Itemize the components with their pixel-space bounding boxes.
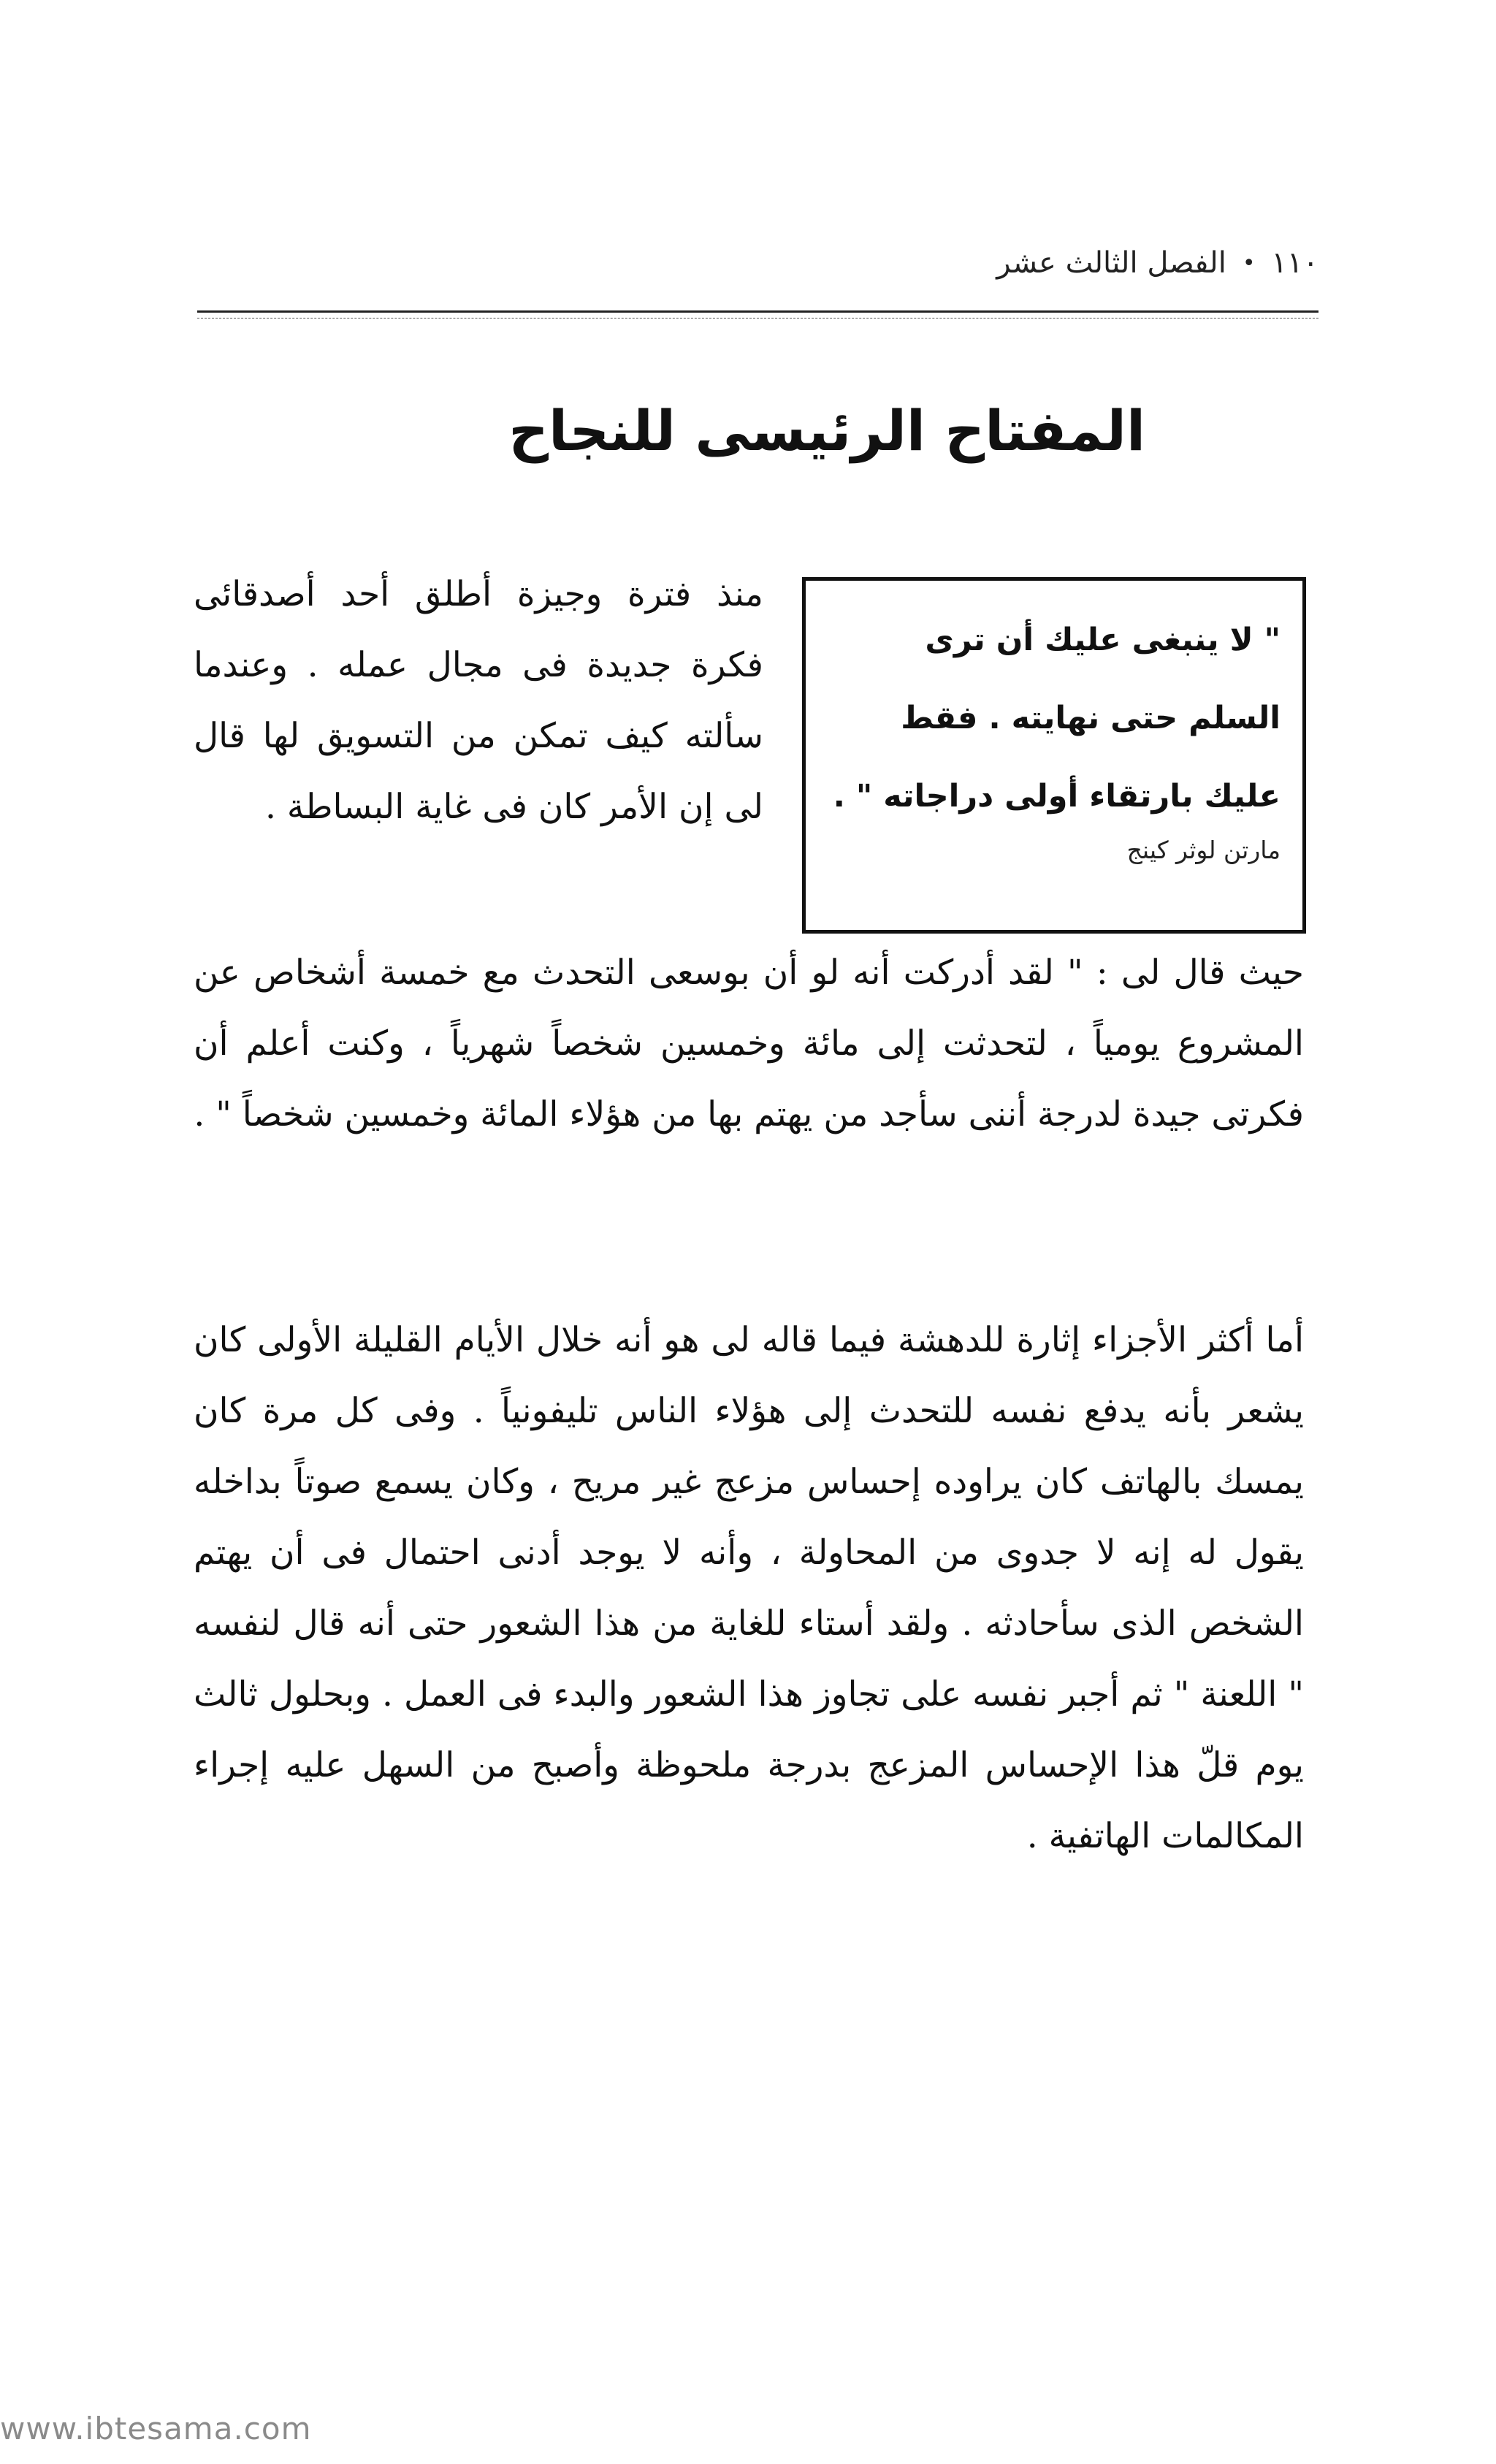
bullet-separator: • bbox=[1242, 250, 1256, 276]
quote-author: مارتن لوثر كينج bbox=[1126, 836, 1281, 864]
running-header bbox=[197, 237, 1318, 289]
header-divider bbox=[197, 310, 1318, 313]
quote-box bbox=[802, 577, 1306, 934]
paragraph-3: أما أكثر الأجزاء إثارة للدهشة فيما قاله لى هو أنه خلال الأيام القليلة الأولى كان يشعر بأنه يدفع نفسه للتحدث إلى هؤلاء الناس تليفونياً . وفى كل مرة كان يمسك بالهاتف كان يراوده إحساس مزعج غير مريح ، وكان يسمع صوتاً بداخله يقول له إنه لا جدوى من المحاولة ، وأنه لا يوجد أدنى احتمال فى أن يهتم الشخص الذى سأحادثه . ولقد أستاء للغاية من هذا الشعور حتى أنه قال لنفسه " اللعنة " ثم أجبر نفسه على تجاوز هذا الشعور والبدء فى العمل . وبحلول ثالث يوم قلّ هذا الإحساس المزعج بدرجة ملحوظة وأصبح من السهل عليه إجراء المكالمات الهاتفية . bbox=[194, 1320, 1305, 1856]
page-number: ١١٠ bbox=[1271, 246, 1318, 280]
chapter-title: الفصل الثالث عشر bbox=[996, 246, 1226, 280]
paragraph-2: حيث قال لى : " لقد أدركت أنه لو أن بوسعى التحدث مع خمسة أشخاص عن المشروع يومياً ، لتحدثت إلى مائة وخمسين شخصاً شهرياً ، وكنت أعلم أن فكرتى جيدة لدرجة أننى سأجد من يهتم بها من هؤلاء المائة وخمسين شخصاً " . bbox=[194, 953, 1304, 1134]
watermark: www.ibtesama.com bbox=[0, 2411, 312, 2446]
quote-text: " لا ينبغى عليك أن ترى السلم حتى نهايته . فقط عليك بارتقاء أولى دراجاته " . bbox=[833, 622, 1281, 815]
paragraph-1: منذ فترة وجيزة أطلق أحد أصدقائى فكرة جديدة فى مجال عمله . وعندما سألته كيف تمكن من التسويق لها قال لى إن الأمر كان فى غاية البساطة . bbox=[194, 574, 763, 827]
section-title: المفتاح الرئيسى للنجاح bbox=[508, 398, 1145, 463]
header-divider-dashed bbox=[197, 318, 1318, 319]
